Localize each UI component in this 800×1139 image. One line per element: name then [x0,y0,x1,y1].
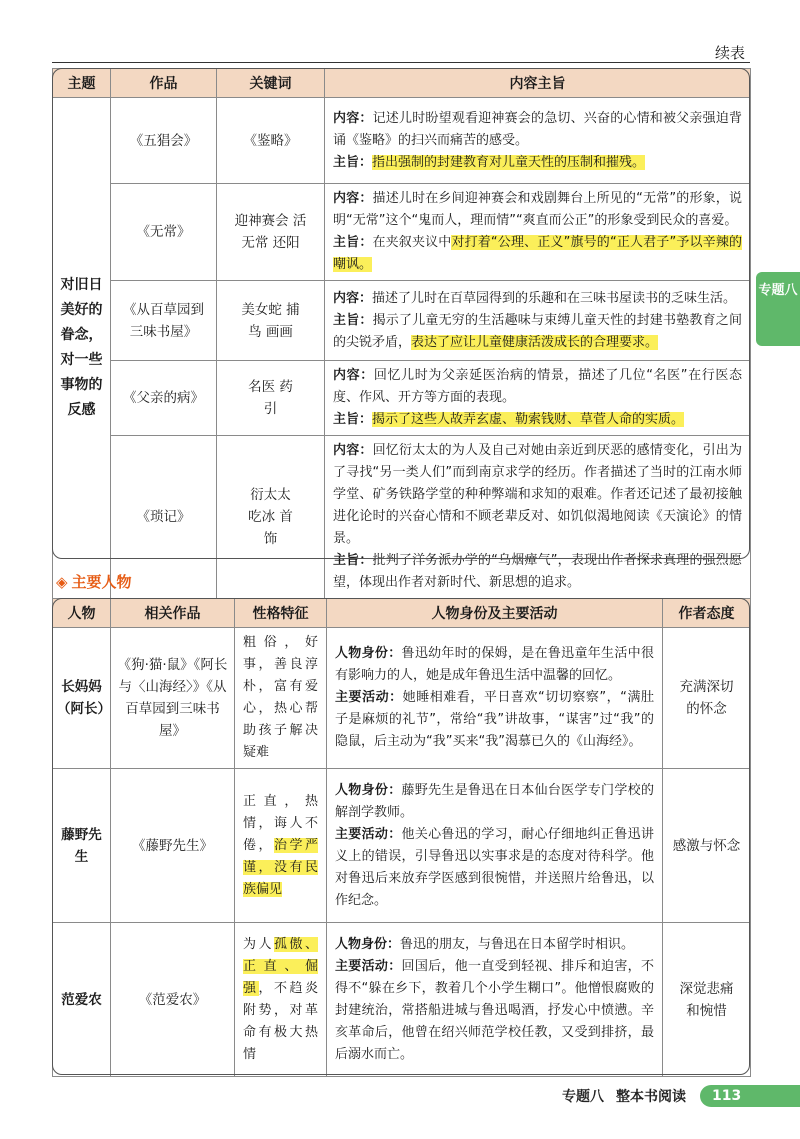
theme-text: 指出强制的封建教育对儿童天性的压制和摧残。 [372,154,646,170]
header-identity: 人物身份及主要活动 [327,599,663,628]
content-cell [325,184,751,281]
table-row [53,184,751,281]
theme-text: 批判了洋务派办学的“乌烟瘴气”，表现出作者探求真理的强烈愿望，体现出作者对新时代、新思想的追求。 [333,553,742,590]
table-row [53,98,751,184]
continued-label: 续表 [715,44,746,62]
related-works: 《狗·猫·鼠》《阿长与〈山海经〉》《从百草园到三味书屋》 [111,628,235,769]
character-name: 长妈妈（阿长） [53,628,111,769]
work-cell: 《琐记》 [111,436,217,599]
traits-cell [235,769,327,923]
character-name: 范爱农 [53,923,111,1077]
keywords-cell: 美女蛇 捕鸟 画画 [217,281,325,361]
traits-text: ，不趋炎附势，对革命有极大热情 [243,980,318,1062]
section-heading [56,571,132,592]
traits-text: 为人 [243,936,274,952]
header-theme: 主题 [53,69,111,98]
diamond-icon: ◈ [56,573,68,591]
theme-text: 揭示了儿童无穷的生活趣味与束缚儿童天性的封建书塾教育之间的尖锐矛盾， [333,312,742,350]
attitude-cell: 深觉悲痛和惋惜 [663,923,751,1077]
activity-label: 主要活动： [335,958,402,974]
theme-highlight: 揭示了这些人故弄玄虚、勒索钱财、草菅人命的实质。 [372,412,685,427]
theme-label: 主旨： [333,553,373,568]
attitude-cell: 充满深切的怀念 [663,628,751,769]
identity-cell [327,769,663,923]
traits-highlight: 治学严谨，没有民族偏见 [243,837,318,897]
content-text: 记述儿时盼望观看迎神赛会的急切、兴奋的心情和被父亲强迫背诵《鉴略》的扫兴而痛苦的感受。 [333,110,742,148]
theme-label: 主旨： [333,312,373,328]
theme-cell: 对旧日美好的眷念，对一些事物的反感 [53,98,111,599]
content-text: 回忆衍太太的为人及自己对她由亲近到厌恶的感情变化，引出为了寻找“另一类人们”而到南京求学的经历。作者描述了当时的江南水师学堂、矿务铁路学堂的种种弊端和求知的艰难。作者还记述了最初接触进化论时的兴奋心情和不顾老辈反对、如饥似渴地阅读《天演论》的情景。 [333,443,742,546]
content-label: 内容： [333,110,373,126]
table-row [53,923,751,1077]
identity-text: 鲁迅幼年时的保姆，是在鲁迅童年生活中很有影响力的人，她是成年鲁迅生活中温馨的回忆。 [335,646,654,683]
header-content: 内容主旨 [325,69,751,98]
related-works: 《藤野先生》 [111,769,235,923]
header-character: 人物 [53,599,111,628]
identity-text: 藤野先生是鲁迅在日本仙台医学专门学校的解剖学教师。 [335,782,654,820]
identity-label: 人物身份： [335,936,401,952]
footer [562,1086,686,1106]
content-label: 内容： [333,443,373,458]
characters-table-header [53,599,751,628]
theme-label: 主旨： [333,412,373,427]
section-title: 主要人物 [71,573,132,591]
character-name: 藤野先生 [53,769,111,923]
identity-text: 鲁迅的朋友，与鲁迅在日本留学时相识。 [400,936,635,952]
theme-text: 在夹叙夹议中 [372,235,452,250]
content-label: 内容： [333,290,373,306]
characters-table [52,598,751,1077]
work-cell: 《父亲的病》 [111,361,217,436]
work-cell: 《无常》 [111,184,217,281]
identity-cell [327,923,663,1077]
related-works: 《范爱农》 [111,923,235,1077]
page-number: 113 [700,1085,800,1107]
header-traits: 性格特征 [235,599,327,628]
header-related-works: 相关作品 [111,599,235,628]
theme-highlight: 对打着“公理、正义”旗号的“正人君子”予以辛辣的嘲讽。 [333,235,742,272]
activity-text: 她睡相难看，平日喜欢“切切察察”，“满肚子是麻烦的礼节”，常给“我”讲故事，“谋害”过“我”的隐鼠，后主动为“我”买来“我”渴慕已久的《山海经》。 [335,690,654,749]
identity-label: 人物身份： [335,782,402,798]
footer-topic: 专题八 [562,1089,604,1105]
table-row [53,281,751,361]
content-cell [325,361,751,436]
keywords-cell: 《鉴略》 [217,98,325,184]
keywords-cell: 名医 药引 [217,361,325,436]
theme-label: 主旨： [333,235,373,250]
works-table-header [53,69,751,98]
header-keywords: 关键词 [217,69,325,98]
content-text: 回忆儿时为父亲延医治病的情景，描述了几位“名医”在行医态度、作风、开方等方面的表现。 [333,368,742,405]
works-table [52,68,751,599]
attitude-cell: 感激与怀念 [663,769,751,923]
activity-text: 他关心鲁迅的学习，耐心仔细地纠正鲁迅讲义上的错误，引导鲁迅以实事求是的态度对待科学。他对鲁迅后来放弃学医感到很惋惜，并送照片给鲁迅，以作纪念。 [335,826,654,908]
content-text: 描述了儿时在百草园得到的乐趣和在三味书屋读书的乏味生活。 [372,290,737,306]
side-tab[interactable]: 专题八 [756,272,800,346]
activity-text: 回国后，他一直受到轻视、排斥和迫害，不得不“躲在乡下，教着几个小学生糊口”。他憎恨腐败的封建统治，常搭船进城与鲁迅喝酒，抒发心中愤懑。辛亥革命后，他曾在绍兴师范学校任教，又受到排挤，最后溺水而亡。 [335,958,654,1062]
footer-title: 整本书阅读 [616,1089,686,1105]
traits-cell [235,923,327,1077]
identity-label: 人物身份： [335,646,402,661]
activity-label: 主要活动： [335,826,402,842]
work-cell: 《从百草园到三味书屋》 [111,281,217,361]
content-text: 描述儿时在乡间迎神赛会和戏剧舞台上所见的“无常”的形象，说明“无常”这个“鬼而人，理而情”“爽直而公正”的形象受到民众的喜爱。 [333,191,742,228]
activity-label: 主要活动： [335,690,403,705]
keywords-cell: 衍太太 吃冰 首饰 [217,436,325,599]
table-row [53,769,751,923]
content-cell [325,98,751,184]
header-work: 作品 [111,69,217,98]
table-row [53,436,751,599]
identity-cell [327,628,663,769]
top-rule [52,62,750,63]
work-cell: 《五猖会》 [111,98,217,184]
header-attitude: 作者态度 [663,599,751,628]
table-row [53,628,751,769]
keywords-cell: 迎神赛会 活无常 还阳 [217,184,325,281]
content-label: 内容： [333,191,373,206]
traits-highlight: 孤傲、正直、倔强 [243,936,318,996]
table-row [53,361,751,436]
theme-label: 主旨： [333,154,373,170]
content-label: 内容： [333,368,374,383]
traits-text: 正直，热情，诲人不倦， [243,793,318,853]
traits-cell: 粗俗，好事，善良淳朴，富有爱心，热心帮助孩子解决疑难 [235,628,327,769]
content-cell [325,281,751,361]
theme-highlight: 表达了应让儿童健康活泼成长的合理要求。 [411,334,659,350]
content-cell [325,436,751,599]
